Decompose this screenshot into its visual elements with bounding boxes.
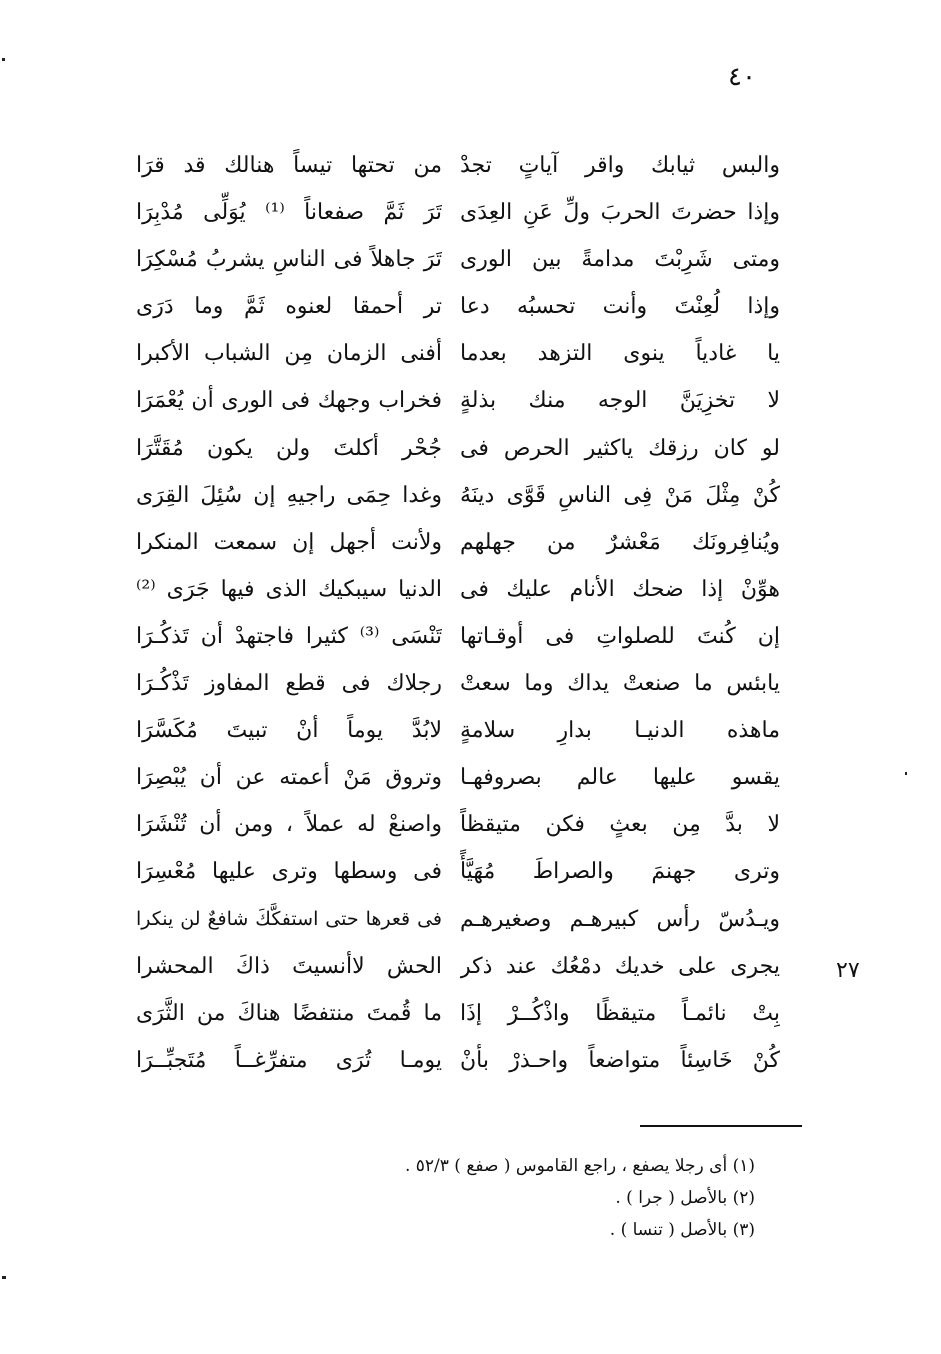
verse-line: الحش لاأنسيتَ ذاكَ المحشرا	[136, 953, 442, 979]
verse-line: يجرى على خديك دمْعُك عند ذكر	[460, 953, 780, 979]
verse-line: وغدا حِمَى راجيهِ إن سُئِلَ القِرَى	[136, 482, 442, 508]
verse-line: جُحْر أكلتَ ولن يكون مُقَتَّرَا	[136, 435, 442, 461]
verse-column-right	[460, 142, 780, 1084]
footnote-divider	[640, 1125, 802, 1127]
scan-speck	[905, 772, 907, 775]
verse-line: لا تخزِيَنَّ الوجه منك بذلةٍ	[460, 388, 780, 414]
footnote: (٣) بالأصل ( تنسا ) .	[609, 1220, 755, 1240]
verse-line: ويُنافِرونَك مَعْشرٌ من جهلهم	[460, 529, 780, 555]
footnote: (١) أى رجلا يصفع ، راجع القاموس ( صفع ) ٥٢/٣ .	[404, 1156, 755, 1176]
verse-line: ومتى شَرِبْتَ مدامةً بين الورى	[460, 247, 780, 273]
margin-number: ٢٧	[836, 958, 860, 983]
verse-line: ويـدُسّ رأس كبيرهـم وصغيرهـم	[460, 906, 780, 932]
verse-line: أفنى الزمان مِن الشباب الأكبرا	[136, 341, 442, 367]
verse-line: يابئس ما صنعتْ يداك وما سعتْ	[460, 671, 780, 697]
verse-line: يقسو عليها عالم بصروفهـا	[460, 765, 780, 791]
verse-line: فخراب وجهك فى الورى أن يُعْمَرَا	[136, 388, 442, 414]
verse-line: الدنيا سيبكيك الذى فيها جَرَى ⁽²⁾	[136, 576, 442, 602]
verse-line: تر أحمقا لعنوه ثَمَّ وما دَرَى	[136, 294, 442, 320]
verse-line: تَرَ جاهلاً فى الناسِ يشربُ مُسْكِرَا	[136, 247, 442, 273]
verse-line: لو كان رزقك ياكثير الحرص فى	[460, 435, 780, 461]
verse-line: لابُدَّ يوماً أنْ تبيتَ مُكَسَّرَا	[136, 718, 442, 744]
verse-line: رجلاك فى قطع المفاوز تَذْكُـرَا	[136, 671, 442, 697]
verse-line: لا بدَّ مِن بعثٍ فكن متيقظاً	[460, 812, 780, 838]
verse-line: تَنْسَى ⁽³⁾ كثيرا فاجتهدْ أن تَذكُـرَا	[136, 623, 442, 649]
verse-line: من تحتها تيساً هنالك قد قرَا	[136, 153, 442, 178]
verse-line: فى قعرها حتى استفكَّكَ شافعٌ لن ينكرا	[136, 907, 442, 930]
verse-line: ولأنت أجهل إن سمعت المنكرا	[136, 529, 442, 555]
verse-line: واصنعْ له عملاً ، ومن أن تُنْشَرَا	[136, 812, 442, 838]
verse-line: بِتْ نائمـاً متيقظًا واذْكُــرْ إذَا	[460, 1000, 780, 1026]
verse-line: تَرَ ثَمَّ صفعاناً ⁽¹⁾ يُوَلِّى مُدْبِرَا	[136, 200, 442, 226]
verse-line: وإذا حضرتَ الحربَ ولِّ عَنِ العِدَى	[460, 200, 780, 226]
verse-line: كُنْ مِثْلَ مَنْ فِى الناسِ قَوَّى دينَهُ	[460, 482, 780, 508]
verse-line: يومـا تُرَى متفرِّغــاً مُتَجبِّــرَا	[136, 1047, 442, 1073]
verse-line: وإذا لُعِنْتَ وأنت تحسبُه دعا	[460, 294, 780, 320]
verse-line: فى وسطها وترى عليها مُعْسِرَا	[136, 859, 442, 885]
verse-line: هوِّنْ إذا ضحك الأنام عليك فى	[460, 576, 780, 602]
verse-line: إن كُنتَ للصلواتِ فى أوقـاتها	[460, 623, 780, 649]
footnote: (٢) بالأصل ( جرا ) .	[615, 1188, 755, 1208]
scan-speck	[2, 1276, 6, 1279]
verse-line: والبس ثيابك واقر آياتٍ تجدْ	[460, 153, 780, 178]
verse-column-left	[136, 142, 442, 1084]
verse-line: ماهذه الدنيـا بدارِ سلامةٍ	[460, 718, 780, 744]
scan-speck	[2, 58, 5, 61]
verse-line: وتروق مَنْ أعمته عن أن يُبْصِرَا	[136, 765, 442, 791]
verse-line: وترى جهنمَ والصراطَ مُهَيَّأً	[460, 859, 780, 885]
verse-line: يا غادياً ينوى التزهد بعدما	[460, 341, 780, 367]
verse-line: كُنْ خَاسِئاً متواضعاً واحـذرْ بأنْ	[460, 1047, 780, 1073]
verse-line: ما قُمتَ منتفضًا هناكَ من الثَّرَى	[136, 1000, 442, 1026]
page-number: ٤٠	[728, 62, 756, 92]
footnotes	[300, 1150, 755, 1246]
